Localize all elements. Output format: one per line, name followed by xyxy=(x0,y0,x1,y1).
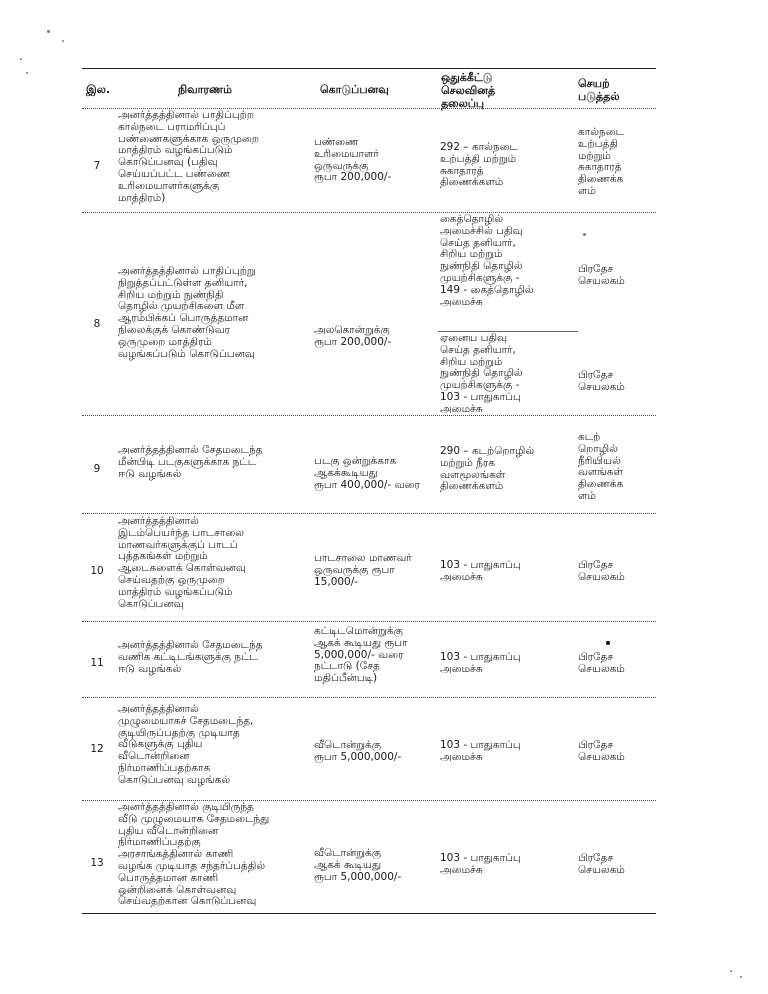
payment-text: வீடொன்றுக்கு ஆகக் கூடியது ரூபா 5,000,000/- xyxy=(314,847,402,883)
impl-text: பிரதேச செயலகம் xyxy=(578,651,625,675)
budget-text: 292 – கால்நடை உற்பத்தி மற்றும் சுகாதாரத் திணைக்களம் xyxy=(440,141,518,189)
impl-text: கடற் றொழில் நீரியியல் வளங்கள் திணைக்க ளம் xyxy=(578,431,624,502)
relief-text: அனர்த்தத்தினால் பாதிப்புற்ற கால்நடை பராமரிப்புப் பண்ணைகளுக்காக ஒருமுறை மாத்திரம் வழங்கப்படும் கொடுப்பனவு (பதிவு செய்யப்பட்ட பண்ணை உரிமையாளர்களுக்கு மாத்திரம்) xyxy=(118,109,259,204)
row-number: 12 xyxy=(90,743,104,755)
row-number: 8 xyxy=(93,318,101,330)
relief-text: அனர்த்தத்தினால் இடம்பெயர்ந்த பாடசாலை மாணவர்களுக்குப் பாடப் புத்தகங்கள் மற்றும் ஆடைகளைக் கொள்வனவு செய்வதற்கு ஒருமுறை மாத்திரம் வழங்கப்படும் கொடுப்பனவு xyxy=(118,515,246,610)
scan-speck xyxy=(62,40,64,42)
impl-text: பிரதேச செயலகம் xyxy=(578,852,625,876)
scan-speck xyxy=(583,233,586,236)
scan-speck xyxy=(20,58,22,60)
payment-text: படகு ஒன்றுக்காக ஆகக்கூடியது ரூபா 400,000/- வரை xyxy=(314,455,420,491)
relief-text: அனர்த்தத்தினால் முழுமையாகச் சேதமடைந்த, குடியிருப்பதற்கு முடியாத வீடுகளுக்கு புதிய வீடொன்றினை நிர்மாணிப்பதற்காக கொடுப்பனவு வழங்கல் xyxy=(118,703,254,786)
impl-text: பிரதேச செயலகம் xyxy=(578,739,625,763)
budget-text: 103 - பாதுகாப்பு அமைச்சு xyxy=(440,739,521,763)
header-col-impl: செயற் படுத்தல் xyxy=(578,77,620,103)
impl-text: பிரதேச செயலகம் xyxy=(578,559,625,583)
impl-text-b: பிரதேச செயலகம் xyxy=(578,369,625,393)
scan-speck xyxy=(740,976,742,978)
budget-text: 290 – கடற்றொழில் மற்றும் நீரக வளமூலங்கள் திணைக்களம் xyxy=(440,445,535,493)
header-col-no: இல. xyxy=(86,83,111,96)
budget-text-b: ஏனைய பதிவு செய்த தனியார், சிறிய மற்றும் நுண்நிதி தொழில் முயற்சிகளுக்கு - 103 - பாதுகாப்பு அமைச்சு xyxy=(440,332,523,415)
row-divider xyxy=(82,415,656,416)
row-number: 13 xyxy=(90,857,104,869)
payment-text: பண்ணை உரிமையாளர் ஒருவருக்கு ரூபா 200,000/- xyxy=(314,136,392,184)
payment-text: வீடொன்றுக்கு ரூபா 5,000,000/- xyxy=(314,739,402,763)
row-number: 7 xyxy=(93,160,101,172)
impl-text-a: பிரதேச செயலகம் xyxy=(578,263,625,287)
relief-text: அனர்த்தத்தினால் சேதமடைந்த மீன்பிடி படகுகளுக்காக நட்ட ஈடு வழங்கல் xyxy=(118,444,263,480)
budget-text: 103 - பாதுகாப்பு அமைச்சு xyxy=(440,852,521,876)
budget-text: 103 - பாதுகாப்பு அமைச்சு xyxy=(440,559,521,583)
payment-text: அலகொன்றுக்கு ரூபா 200,000/- xyxy=(314,324,392,348)
payment-text: பாடசாலை மாணவர் ஒருவருக்கு ரூபா 15,000/- xyxy=(314,552,412,588)
table-top-rule xyxy=(82,68,656,69)
row-number: 11 xyxy=(90,657,104,669)
budget-text-a: கைத்தொழில் அமைச்சில் பதிவு செய்த தனியார், சிறிய மற்றும் நுண்நிதி தொழில் முயற்சிகளுக்கு - 149 - கைத்தொழில் அமைச்சு xyxy=(440,213,534,308)
payment-text: கட்டிடமொன்றுக்கு ஆகக் கூடியது ரூபா 5,000,000/- வரை நட்டாடு (சேத மதிப்பீன்படி) xyxy=(314,625,408,685)
relief-text: அனர்த்தத்தினால் குடியிருந்த வீடு முழுமையாக சேதமடைந்து புதிய வீடொன்றினை நிர்மாணிப்பதற்கு அரசாங்கத்தினால் காணி வழங்க முடியாத சந்தர்ப்பத்தில் பொருத்தமான காணி ஒன்றினைக் கொள்வனவு செய்வதற்கான கொடுப்பனவு xyxy=(118,801,270,908)
header-col-budget: ஒதுக்கீட்டு செலவினத் தலைப்பு xyxy=(441,71,496,110)
budget-text: 103 - பாதுகாப்பு அமைச்சு xyxy=(440,651,521,675)
header-col-payment: கொடுப்பனவு xyxy=(320,83,389,96)
scan-speck xyxy=(26,72,28,74)
row-divider xyxy=(82,513,656,514)
header-col-relief: நிவாரணம் xyxy=(178,83,232,96)
scan-speck xyxy=(606,641,610,645)
row-divider xyxy=(82,697,656,698)
table-bottom-rule xyxy=(82,913,656,914)
impl-text: கால்நடை உற்பத்தி மற்றும் சுகாதாரத் திணைக்க ளம் xyxy=(578,126,624,197)
row-number: 9 xyxy=(93,463,101,475)
row-divider xyxy=(82,621,656,622)
scan-speck xyxy=(47,30,50,33)
row-divider xyxy=(82,212,656,213)
row-number: 10 xyxy=(90,565,104,577)
relief-text: அனர்த்தத்தினால் சேதமடைந்த வணிக கட்டிடங்களுக்கு நட்ட ஈடு வழங்கல் xyxy=(118,639,263,675)
scan-speck xyxy=(730,970,732,972)
relief-text: அனர்த்தத்தினால் பாதிப்புற்று நிறுத்தப்பட்டுள்ள தனியார், சிறிய மற்றும் நுண்நிதி தொழில் முயற்சிகளை மீள ஆரம்பிக்கப் பொருத்தமான நிலைக்குக் கொண்டுவர ஒருமுறை மாத்திரம் வழங்கப்படும் கொடுப்பனவு xyxy=(118,265,256,360)
